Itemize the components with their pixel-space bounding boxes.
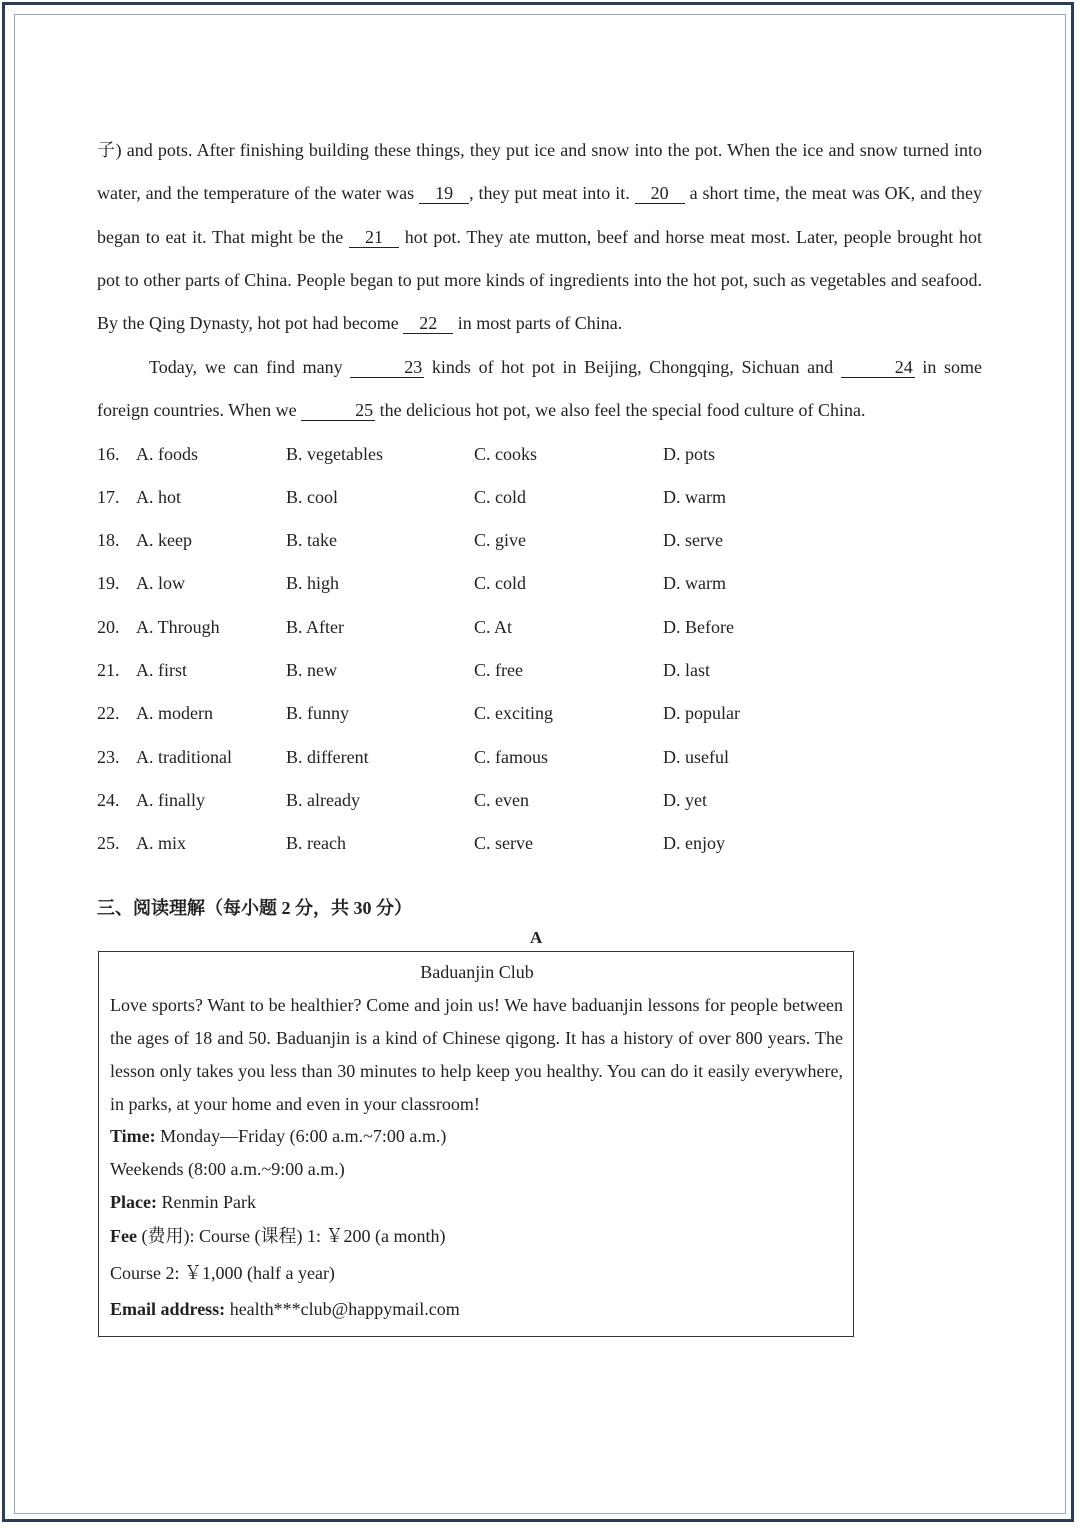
question-row [97, 525, 897, 555]
question-number: 24. [97, 790, 120, 810]
option-a: A. foods [136, 444, 198, 464]
ad-fee: Fee (费用): Course (课程) 1: ￥200 (a month) [110, 1226, 446, 1246]
ad-email: Email address: health***club@happymail.com [110, 1299, 460, 1319]
option-d: D. serve [663, 530, 723, 550]
option-c: C. famous [474, 747, 548, 767]
option-b: B. take [286, 530, 337, 550]
question-row [97, 742, 897, 772]
question-row [97, 785, 897, 815]
blank-25: 25 [301, 400, 375, 421]
option-c: C. serve [474, 833, 533, 853]
club-ad-box [98, 951, 854, 1337]
ad-course-2: Course 2: ￥1,000 (half a year) [110, 1263, 335, 1283]
question-number: 23. [97, 747, 120, 767]
option-d: D. enjoy [663, 833, 725, 853]
question-row [97, 655, 897, 685]
ad-title: Baduanjin Club [420, 962, 534, 982]
option-a: A. Through [136, 617, 220, 637]
option-c: C. cooks [474, 444, 537, 464]
question-row [97, 568, 897, 598]
option-b: B. After [286, 617, 344, 637]
question-row [97, 439, 897, 469]
question-number: 18. [97, 530, 120, 550]
question-row [97, 828, 897, 858]
option-b: B. reach [286, 833, 346, 853]
passage-paragraph-2: Today, we can find many 23 kinds of hot pot in Beijing, Chongqing, Sichuan and 24 in some foreign countries. When we 25 the delicious hot pot, we also feel the special food culture of China. [97, 357, 983, 421]
question-row [97, 612, 897, 642]
option-a: A. hot [136, 487, 181, 507]
blank-21: 21 [349, 227, 399, 248]
ad-place: Place: Renmin Park [110, 1192, 256, 1212]
option-b: B. cool [286, 487, 338, 507]
option-a: A. finally [136, 790, 205, 810]
question-number: 25. [97, 833, 120, 853]
option-c: C. free [474, 660, 523, 680]
option-c: C. cold [474, 573, 526, 593]
option-b: B. already [286, 790, 360, 810]
option-b: B. different [286, 747, 369, 767]
question-number: 21. [97, 660, 120, 680]
option-d: D. last [663, 660, 710, 680]
option-d: D. popular [663, 703, 740, 723]
passage-label: A [530, 928, 543, 947]
question-number: 19. [97, 573, 120, 593]
blank-22: 22 [403, 313, 453, 334]
option-c: C. exciting [474, 703, 553, 723]
ad-time: Time: Monday—Friday (6:00 a.m.~7:00 a.m.) [110, 1126, 447, 1146]
option-d: D. useful [663, 747, 729, 767]
blank-20: 20 [635, 183, 685, 204]
option-a: A. keep [136, 530, 192, 550]
blank-23: 23 [350, 357, 424, 378]
blank-24: 24 [841, 357, 915, 378]
option-d: D. pots [663, 444, 716, 464]
option-a: A. first [136, 660, 187, 680]
option-d: D. Before [663, 617, 734, 637]
question-number: 16. [97, 444, 120, 464]
question-row [97, 482, 897, 512]
question-number: 22. [97, 703, 120, 723]
option-c: C. At [474, 617, 513, 637]
option-a: A. low [136, 573, 185, 593]
option-d: D. warm [663, 487, 726, 507]
option-d: D. warm [663, 573, 726, 593]
question-row [97, 698, 897, 728]
section-title: 三、阅读理解（每小题 2 分，共 30 分） [97, 898, 412, 918]
option-c: C. give [474, 530, 526, 550]
option-b: B. vegetables [286, 444, 383, 464]
option-c: C. cold [474, 487, 526, 507]
option-a: A. traditional [136, 747, 232, 767]
option-b: B. high [286, 573, 340, 593]
passage-paragraph-1: 子) and pots. After finishing building these things, they put ice and snow into the pot. When the ice and snow turned into water, and the temperature of the water was 19 , they put meat into it. 20 a short time, the meat was OK, and they began to eat it. That might be the 21 hot pot. They ate mutton, beef and horse meat most. Later, people brought hot pot to other parts of China. People began to put more kinds of ingredients into the hot pot, such as vegetables and seafood. By the Qing Dynasty, hot pot had become 22 in most parts of China. [97, 140, 983, 334]
option-a: A. modern [136, 703, 213, 723]
ad-body: Love sports? Want to be healthier? Come and join us! We have baduanjin lessons for people between the ages of 18 and 50. Baduanjin is a kind of Chinese qigong. It has a history of over 800 years. The lesson only takes you less than 30 minutes to help keep you healthy. You can do it easily everywhere, in parks, at your home and even in your classroom! [110, 995, 843, 1114]
option-d: D. yet [663, 790, 707, 810]
question-number: 17. [97, 487, 120, 507]
ad-weekends: Weekends (8:00 a.m.~9:00 a.m.) [110, 1159, 345, 1179]
option-b: B. new [286, 660, 337, 680]
option-b: B. funny [286, 703, 349, 723]
option-a: A. mix [136, 833, 187, 853]
blank-19: 19 [419, 183, 469, 204]
option-c: C. even [474, 790, 529, 810]
question-number: 20. [97, 617, 120, 637]
